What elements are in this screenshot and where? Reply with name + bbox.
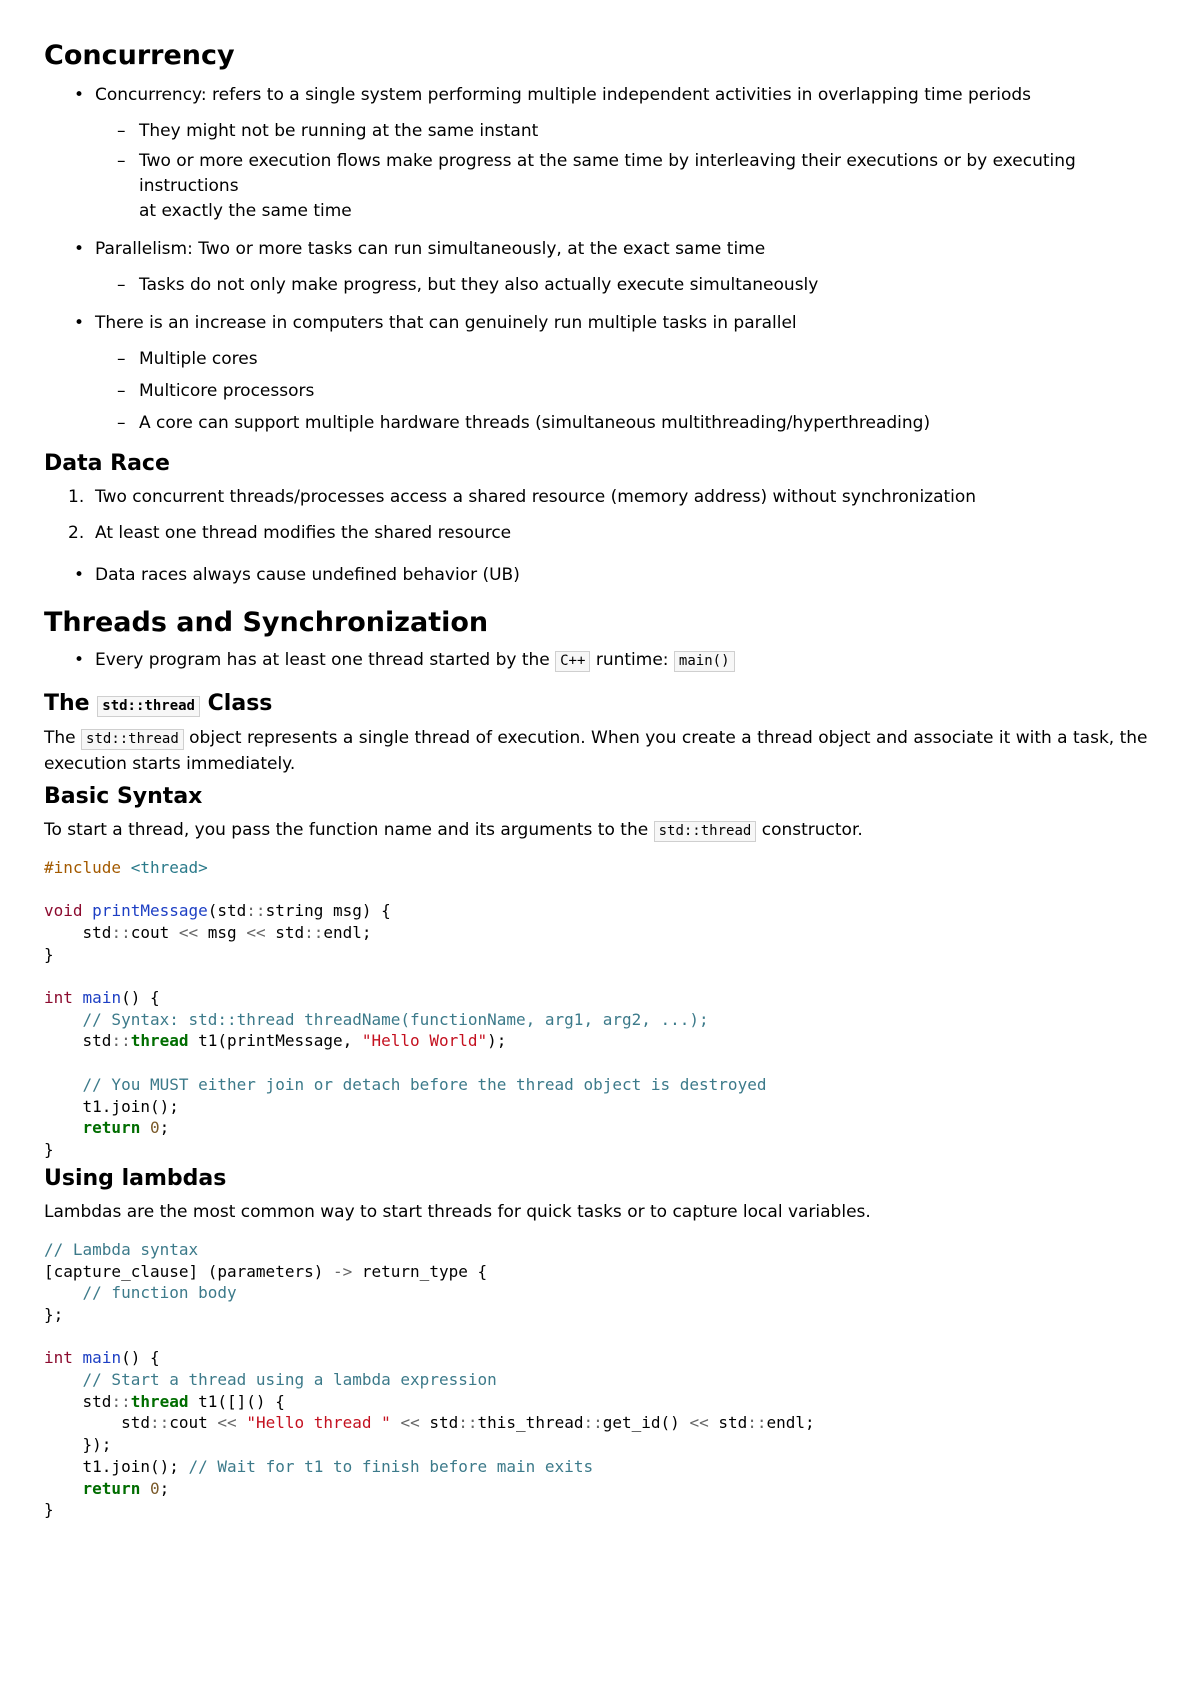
code-token: thread <box>130 1031 189 1051</box>
sub-bullet <box>44 379 1164 404</box>
code-token: cout <box>169 1413 218 1433</box>
code-line <box>44 1051 1164 1073</box>
code-token: get_id() <box>602 1413 690 1433</box>
code-token: // Syntax: std::thread threadName(functionName, arg1, arg2, ...); <box>82 1009 709 1029</box>
code-token: msg <box>198 923 247 943</box>
basic-syntax-paragraph <box>44 818 1164 844</box>
bullet-text: Parallelism: Two or more tasks can run simultaneously, at the exact same time <box>95 239 766 260</box>
code-token: << <box>689 1413 709 1433</box>
bullet-text: Concurrency: refers to a single system performing multiple independent activities in overlapping time periods <box>95 85 1032 106</box>
code-line <box>44 1346 1164 1368</box>
number-marker: 2. <box>68 522 85 543</box>
code-token: int <box>44 1348 73 1368</box>
code-token: int <box>44 988 73 1008</box>
sub-bullet-text: Multiple cores <box>139 349 258 370</box>
code-token: "Hello thread " <box>246 1413 391 1433</box>
para-text-cont: execution starts immediately. <box>44 753 296 774</box>
document-page <box>44 40 1164 1520</box>
inline-code: std::thread <box>654 821 757 842</box>
inline-code: std::thread <box>97 696 200 717</box>
sub-bullet-text: A core can support multiple hardware threads (simultaneous multithreading/hyperthreading) <box>139 413 931 434</box>
sub-bullet <box>44 347 1164 372</box>
code-line <box>44 1433 1164 1455</box>
dash-marker: – <box>117 349 126 370</box>
dash-marker: – <box>117 151 126 172</box>
heading-concurrency: Concurrency <box>44 40 235 71</box>
heading-data-race: Data Race <box>44 451 170 477</box>
code-token <box>44 1010 83 1029</box>
code-token: t1.join(); <box>44 1096 179 1116</box>
code-token: }; <box>44 1305 64 1325</box>
code-token: std <box>265 923 305 943</box>
code-line <box>44 1073 1164 1095</box>
code-token: std <box>44 1031 112 1051</box>
bullet-main-thread <box>44 648 1164 674</box>
code-token <box>121 858 131 877</box>
code-token: << <box>400 1413 420 1433</box>
code-token <box>140 1118 150 1137</box>
code-line <box>44 1411 1164 1433</box>
bullet-parallelism <box>44 237 1164 262</box>
number-marker: 1. <box>68 486 85 507</box>
bullet-marker: • <box>74 85 85 106</box>
code-line <box>44 1390 1164 1412</box>
numbered-text: Two concurrent threads/processes access a shared resource (memory address) without synchronization <box>95 486 977 507</box>
code-token: () { <box>121 988 160 1008</box>
heading-threads: Threads and Synchronization <box>44 606 489 638</box>
code-token: () { <box>121 1348 160 1368</box>
code-token: << <box>246 923 266 943</box>
code-token: } <box>44 1139 54 1159</box>
code-line <box>44 1498 1164 1520</box>
code-line <box>44 1368 1164 1390</box>
code-token: } <box>44 1500 54 1520</box>
heading-basic-syntax: Basic Syntax <box>44 783 203 809</box>
code-token <box>44 1283 83 1302</box>
code-token: <thread> <box>130 857 208 877</box>
code-line <box>44 1325 1164 1347</box>
code-token: string msg) { <box>265 901 391 921</box>
code-token: std <box>708 1413 748 1433</box>
code-token: << <box>178 923 199 943</box>
inline-code: C++ <box>555 651 590 672</box>
dash-marker: – <box>117 121 126 142</box>
numbered-item <box>44 521 1164 546</box>
code-line <box>44 856 1164 878</box>
bullet-marker: • <box>74 239 85 260</box>
sub-bullet-text: Multicore processors <box>139 381 315 402</box>
code-token <box>44 1075 83 1094</box>
para-text: object represents a single thread of execution. When you create a thread object and associate it with a task, the <box>189 727 1148 748</box>
code-token: printMessage <box>92 901 208 921</box>
code-token: ; <box>159 1478 170 1498</box>
code-token: main <box>82 1348 122 1368</box>
code-token: endl; <box>766 1413 815 1433</box>
code-token: 0 <box>149 1478 160 1498</box>
code-token: }); <box>44 1435 112 1455</box>
bullet-concurrency <box>44 83 1164 108</box>
code-token <box>73 1348 83 1367</box>
code-line <box>44 964 1164 986</box>
sub-bullet-text: Two or more execution flows make progress at the same time by interleaving their executions or by executing instructions <box>139 151 1076 197</box>
code-token: :: <box>246 901 266 921</box>
code-line <box>44 943 1164 965</box>
code-token: } <box>44 944 54 964</box>
code-token: ; <box>159 1118 170 1138</box>
code-token: 0 <box>149 1118 160 1138</box>
bullet-text: runtime: <box>595 650 669 671</box>
bullet-text: There is an increase in computers that can genuinely run multiple tasks in parallel <box>95 313 797 334</box>
thread-class-paragraph <box>44 726 1164 777</box>
code-token: thread <box>130 1391 189 1411</box>
code-line <box>44 878 1164 900</box>
code-token <box>73 988 83 1007</box>
code-token: // Lambda syntax <box>44 1239 199 1259</box>
code-token <box>44 1479 83 1498</box>
para-text: constructor. <box>761 819 863 840</box>
inline-code: std::thread <box>81 729 184 750</box>
heading-text: Class <box>207 691 273 717</box>
code-token: return <box>82 1118 141 1138</box>
code-token: :: <box>149 1413 170 1433</box>
code-token: #include <box>44 857 122 877</box>
lambdas-paragraph: Lambdas are the most common way to start threads for quick tasks or to capture local variables. <box>44 1201 871 1222</box>
code-token: :: <box>111 923 131 943</box>
code-token: // You MUST either join or detach before the thread object is destroyed <box>82 1074 767 1094</box>
sub-bullet <box>44 273 1164 298</box>
heading-text: The <box>44 691 90 717</box>
code-token: [capture_clause] (parameters) <box>44 1261 333 1281</box>
code-token: this_thread <box>477 1413 584 1433</box>
code-token: :: <box>458 1413 478 1433</box>
heading-thread-class <box>44 691 1164 717</box>
code-token: t1([]() { <box>188 1391 285 1411</box>
code-line <box>44 1008 1164 1030</box>
code-token <box>391 1413 401 1432</box>
code-block-lambda <box>44 1238 1164 1520</box>
code-line <box>44 1281 1164 1303</box>
code-token <box>44 1118 83 1137</box>
bullet-ub <box>44 563 1164 588</box>
code-line <box>44 921 1164 943</box>
sub-bullet-text: They might not be running at the same instant <box>139 121 539 142</box>
code-token: :: <box>583 1413 603 1433</box>
code-token: ); <box>487 1031 507 1051</box>
code-token: std <box>44 1391 112 1411</box>
para-text: The <box>44 727 76 748</box>
code-token <box>44 1370 83 1389</box>
code-line <box>44 986 1164 1008</box>
bullet-marker: • <box>74 313 85 334</box>
code-line <box>44 1029 1164 1051</box>
sub-bullet <box>44 149 1164 224</box>
code-token: endl; <box>323 923 372 943</box>
code-token: :: <box>111 1031 131 1051</box>
dash-marker: – <box>117 413 126 434</box>
code-token: << <box>217 1413 237 1433</box>
code-token: :: <box>747 1413 767 1433</box>
numbered-text: At least one thread modifies the shared resource <box>95 522 512 543</box>
code-token: // Wait for t1 to finish before main exits <box>188 1456 594 1476</box>
para-text: To start a thread, you pass the function name and its arguments to the <box>44 819 649 840</box>
sub-bullet-text-cont: at exactly the same time <box>139 201 352 222</box>
code-line <box>44 1138 1164 1160</box>
code-token: return <box>82 1478 141 1498</box>
code-line <box>44 1455 1164 1477</box>
sub-bullet <box>44 411 1164 436</box>
code-token: cout <box>130 923 179 943</box>
code-token: :: <box>111 1391 131 1411</box>
dash-marker: – <box>117 275 126 296</box>
bullet-parallel-computers <box>44 311 1164 336</box>
code-token: return_type { <box>352 1261 488 1281</box>
code-token: std <box>44 923 112 943</box>
bullet-marker: • <box>74 564 85 585</box>
code-token: t1.join(); <box>44 1456 189 1476</box>
code-block-basic-syntax <box>44 856 1164 1160</box>
code-token: -> <box>332 1261 353 1281</box>
code-line <box>44 1303 1164 1325</box>
code-token: // Start a thread using a lambda expression <box>82 1370 497 1390</box>
code-line <box>44 1095 1164 1117</box>
heading-using-lambdas: Using lambdas <box>44 1165 227 1191</box>
code-token <box>83 901 93 920</box>
code-line <box>44 1477 1164 1499</box>
code-token: t1(printMessage, <box>188 1031 362 1051</box>
code-line <box>44 1238 1164 1260</box>
code-line <box>44 899 1164 921</box>
sub-bullet <box>44 119 1164 144</box>
code-token: // function body <box>82 1283 237 1303</box>
code-token <box>140 1479 150 1498</box>
bullet-text: Every program has at least one thread started by the <box>95 650 550 671</box>
dash-marker: – <box>117 381 126 402</box>
bullet-text: Data races always cause undefined behavior (UB) <box>95 564 520 585</box>
code-token: std <box>419 1413 459 1433</box>
code-token: "Hello World" <box>361 1031 488 1051</box>
code-token: std <box>44 1413 150 1433</box>
numbered-item <box>44 485 1164 510</box>
code-token: main <box>82 988 122 1008</box>
code-line <box>44 1116 1164 1138</box>
sub-bullet-text: Tasks do not only make progress, but they also actually execute simultaneously <box>139 275 819 296</box>
code-token: :: <box>304 923 324 943</box>
code-token: (std <box>207 901 247 921</box>
code-token: void <box>44 901 83 921</box>
code-line <box>44 1260 1164 1282</box>
code-token <box>237 1413 247 1432</box>
bullet-marker: • <box>74 650 85 671</box>
inline-code: main() <box>674 651 735 672</box>
